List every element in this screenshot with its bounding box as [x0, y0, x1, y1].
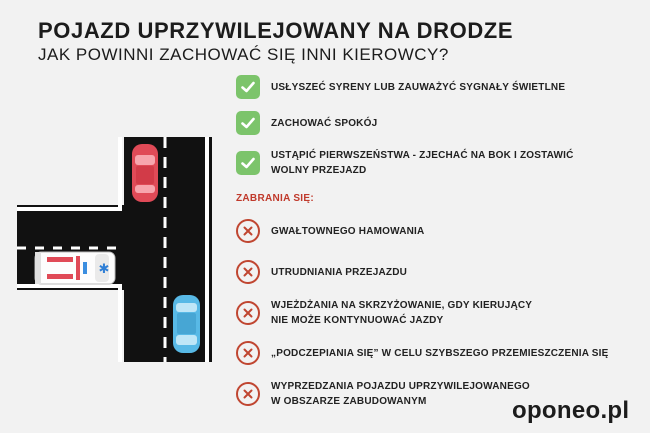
list-item-text: UTRUDNIANIA PRZEJAZDU: [271, 266, 408, 278]
check-icon: [236, 111, 260, 135]
list-item-line: WJEŻDŻANIA NA SKRZYŻOWANIE, GDY KIERUJĄCY: [271, 300, 533, 311]
red-car-icon: [132, 144, 158, 202]
list-item-text: [271, 148, 574, 178]
list-item: [236, 219, 424, 243]
list-item-line: NIE MOŻE KONTYNUOWAĆ JAZDY: [271, 315, 444, 326]
list-item: [236, 111, 377, 135]
forbidden-heading: ZABRANIA SIĘ:: [236, 193, 314, 204]
list-item-text: GWAŁTOWNEGO HAMOWANIA: [271, 225, 425, 237]
list-item-line: WOLNY PRZEJAZD: [271, 165, 367, 176]
list-item: [236, 379, 530, 409]
x-icon: [236, 382, 260, 406]
check-icon: [236, 75, 260, 99]
list-item-text: ZACHOWAĆ SPOKÓJ: [271, 117, 378, 129]
list-item-text: [271, 379, 530, 409]
list-item-line: WYPRZEDZANIA POJAZDU UPRZYWILEJOWANEGO: [271, 381, 530, 392]
ambulance-icon: [35, 252, 115, 284]
list-item: [236, 148, 574, 178]
svg-text:✱: ✱: [98, 262, 110, 277]
list-item: [236, 341, 609, 365]
list-item: [236, 260, 407, 284]
list-item-line: USTĄPIĆ PIERWSZEŃSTWA - ZJECHAĆ NA BOK I ZOSTAWIĆ: [271, 150, 574, 161]
list-item-line: W OBSZARZE ZABUDOWANYM: [271, 396, 427, 407]
page-title: POJAZD UPRZYWILEJOWANY NA DRODZE: [38, 18, 514, 43]
page-subtitle: JAK POWINNI ZACHOWAĆ SIĘ INNI KIEROWCY?: [38, 45, 449, 64]
list-item-text: [271, 298, 532, 328]
blue-car-icon: [173, 295, 200, 353]
list-item: [236, 75, 565, 99]
x-icon: [236, 301, 260, 325]
brand-logo: oponeo.pl: [512, 397, 630, 424]
list-item-text: USŁYSZEĆ SYRENY LUB ZAUWAŻYĆ SYGNAŁY ŚWIETLNE: [271, 81, 566, 93]
check-icon: [236, 151, 260, 175]
list-item: [236, 298, 532, 328]
x-icon: [236, 219, 260, 243]
intersection-illustration: [17, 137, 212, 362]
list-item-text: „PODCZEPIANIA SIĘ” W CELU SZYBSZEGO PRZEMIESZCZENIA SIĘ: [271, 347, 609, 359]
x-icon: [236, 341, 260, 365]
x-icon: [236, 260, 260, 284]
